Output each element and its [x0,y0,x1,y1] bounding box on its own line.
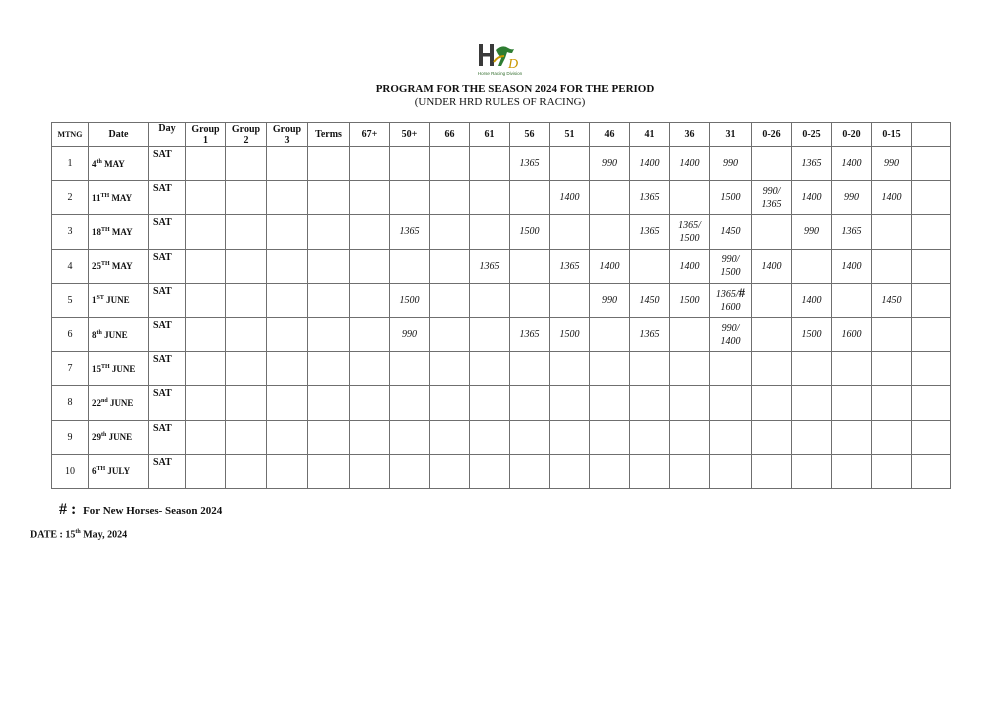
rating-cell [308,249,350,283]
rating-cell: 1365 [550,249,590,283]
weekday: SAT [149,317,186,351]
rating-cell [226,181,267,215]
rating-cell [752,215,792,249]
rating-cell [308,420,350,454]
date-ordinal: TH [96,466,106,473]
footnote-text: For New Horses- Season 2024 [83,505,223,517]
rating-cell: 990/ 1400 [710,317,752,351]
rating-cell [430,181,470,215]
page-title: PROGRAM FOR THE SEASON 2024 FOR THE PERIOD [375,83,655,95]
rating-cell [267,352,308,386]
rating-cell [670,454,710,488]
rating-cell [267,386,308,420]
date-ordinal: nd [101,397,108,404]
rating-cell [267,454,308,488]
meeting-number: 9 [52,420,89,454]
date-month: MAY [111,192,133,203]
meeting-number: 1 [52,147,89,181]
rating-cell [470,352,510,386]
rating-cell [630,420,670,454]
rating-cell: 1500 [550,317,590,351]
weekday: SAT [149,454,186,488]
date-month: MAY [111,226,133,237]
weekday: SAT [149,215,186,249]
rating-cell [186,147,226,181]
column-header: Group 1 [186,123,226,147]
rating-cell [590,420,630,454]
column-header [912,123,951,147]
rating-cell [390,249,430,283]
date-day: 15 [92,363,101,374]
date-day: 18 [92,226,101,237]
race-program-table [51,122,951,489]
column-header: 66 [430,123,470,147]
rating-cell: 1600 [832,317,872,351]
date-ordinal: TH [100,192,110,199]
rating-cell: 1365 [390,215,430,249]
rating-cell [792,386,832,420]
weekday: SAT [149,386,186,420]
rating-cell: 1400 [832,249,872,283]
rating-cell [267,249,308,283]
table-row [52,249,951,283]
rating-cell [390,147,430,181]
date-day: 1 [92,295,97,306]
rating-cell [226,420,267,454]
svg-text:D: D [508,57,519,72]
column-header: 0-25 [792,123,832,147]
rating-cell [912,454,951,488]
rating-cell [670,420,710,454]
meeting-date [89,454,149,488]
rating-cell [430,249,470,283]
rating-cell: 1400 [670,249,710,283]
rating-cell: 1365 [832,215,872,249]
rating-cell: 1500 [390,283,430,317]
rating-cell [186,283,226,317]
weekday: SAT [149,420,186,454]
rating-cell [267,317,308,351]
rating-cell: 990 [590,147,630,181]
rating-cell [186,215,226,249]
table-row [52,352,951,386]
rating-cell [390,454,430,488]
rating-cell: 1365 [630,181,670,215]
rating-cell [267,283,308,317]
rating-cell [590,317,630,351]
rating-cell [350,386,390,420]
rating-cell: 1365 [630,317,670,351]
rating-cell: 1400 [792,181,832,215]
rating-cell [308,454,350,488]
rating-cell: 990 [872,147,912,181]
weekday: SAT [149,147,186,181]
rating-cell [912,283,951,317]
horse-logo-icon [468,40,532,72]
rating-cell [510,454,550,488]
table-row [52,215,951,249]
rating-cell [390,181,430,215]
rating-cell [226,249,267,283]
rating-cell [832,420,872,454]
rating-cell [872,454,912,488]
date-ordinal: ST [96,295,104,302]
date-month: JUNE [111,363,136,374]
rating-cell [226,147,267,181]
rating-cell [308,317,350,351]
rating-cell [912,352,951,386]
date-ordinal: TH [101,226,110,233]
column-header: Day [149,123,186,147]
rating-cell [430,420,470,454]
meeting-number: 10 [52,454,89,488]
rating-cell [872,249,912,283]
rating-cell: 990 [710,147,752,181]
rating-cell [630,249,670,283]
rating-cell [752,420,792,454]
date-day: 4 [92,158,97,169]
rating-cell [630,386,670,420]
rating-cell [510,420,550,454]
rating-cell [226,283,267,317]
rating-cell [186,317,226,351]
rating-cell [752,317,792,351]
document-date [30,529,127,540]
date-day: 6 [92,466,97,477]
meeting-date [89,249,149,283]
rating-cell [308,352,350,386]
table-row [52,454,951,488]
rating-cell [308,147,350,181]
rating-cell [872,420,912,454]
rating-cell [430,352,470,386]
rating-cell [350,215,390,249]
rating-cell [350,352,390,386]
rating-cell [510,386,550,420]
weekday: SAT [149,352,186,386]
rating-cell [872,386,912,420]
rating-cell: 1365 [510,317,550,351]
rating-cell [550,454,590,488]
rating-cell [752,147,792,181]
rating-cell: 1365 [470,249,510,283]
column-header: Date [89,123,149,147]
meeting-number: 8 [52,386,89,420]
rating-cell [470,420,510,454]
weekday: SAT [149,249,186,283]
rating-cell [670,317,710,351]
rating-cell: 990 [390,317,430,351]
rating-cell [470,215,510,249]
column-header: 46 [590,123,630,147]
column-header: 0-20 [832,123,872,147]
rating-cell [710,420,752,454]
hrd-logo [468,40,532,78]
logo-caption: Horse Racing Division [477,71,523,76]
rating-cell [550,352,590,386]
meeting-date [89,147,149,181]
rating-cell [912,215,951,249]
rating-cell [510,249,550,283]
rating-cell: 990 [792,215,832,249]
rating-cell [710,352,752,386]
rating-cell [350,420,390,454]
rating-cell [752,352,792,386]
rating-cell: 1365/ 1500 [670,215,710,249]
column-header: 56 [510,123,550,147]
rating-cell [912,317,951,351]
rating-cell: 1500 [510,215,550,249]
rating-cell [350,147,390,181]
column-header: 61 [470,123,510,147]
rating-cell [550,420,590,454]
rating-cell: 1500 [792,317,832,351]
rating-cell [186,181,226,215]
rating-cell: 1365/# 1600 [710,283,752,317]
weekday: SAT [149,181,186,215]
column-header: 67+ [350,123,390,147]
rating-cell [308,181,350,215]
rating-cell [590,215,630,249]
rating-cell [350,181,390,215]
rating-cell [550,283,590,317]
date-day: 8 [92,329,97,340]
rating-cell [430,147,470,181]
table-row [52,317,951,351]
rating-cell [752,454,792,488]
column-header: 41 [630,123,670,147]
rating-cell [470,386,510,420]
rating-cell [390,420,430,454]
meeting-number: 2 [52,181,89,215]
rating-cell: 1400 [792,283,832,317]
rating-cell: 990/ 1365 [752,181,792,215]
rating-cell [308,386,350,420]
rating-cell [872,215,912,249]
rating-cell [430,454,470,488]
date-day: 11 [92,192,101,203]
meeting-number: 6 [52,317,89,351]
rating-cell [350,249,390,283]
rating-cell: 990/ 1500 [710,249,752,283]
column-header: Group 2 [226,123,267,147]
rating-cell [510,352,550,386]
date-month: JUNE [108,432,133,443]
rating-cell [470,147,510,181]
rating-cell [710,386,752,420]
rating-cell [186,352,226,386]
rating-cell [267,215,308,249]
rating-cell [267,420,308,454]
rating-cell [590,386,630,420]
rating-cell [470,283,510,317]
table-row [52,147,951,181]
rating-cell [670,352,710,386]
date-month: JUNE [109,397,134,408]
rating-cell: 1400 [590,249,630,283]
rating-cell [350,317,390,351]
table-row [52,283,951,317]
rating-cell [832,454,872,488]
meeting-date [89,420,149,454]
date-ordinal: th [101,432,107,439]
date-suffix: th [75,529,81,535]
rating-cell [832,352,872,386]
rating-cell: 1450 [630,283,670,317]
rating-cell [590,454,630,488]
date-rest: May, 2024 [80,529,128,541]
column-header: 50+ [390,123,430,147]
rating-cell: 1500 [670,283,710,317]
date-ordinal: th [96,158,102,165]
rating-cell: 1400 [832,147,872,181]
rating-cell [226,454,267,488]
date-month: JULY [107,466,131,477]
meeting-number: 7 [52,352,89,386]
rating-cell [792,420,832,454]
rating-cell [430,215,470,249]
rating-cell [630,352,670,386]
rating-cell: 1500 [710,181,752,215]
rating-cell [267,147,308,181]
rating-cell [590,352,630,386]
meeting-number: 4 [52,249,89,283]
rating-cell [550,215,590,249]
rating-cell [550,147,590,181]
date-month: MAY [111,261,133,272]
meeting-date [89,317,149,351]
date-day: 29 [92,432,101,443]
rating-cell [872,352,912,386]
rating-cell [308,283,350,317]
meeting-number: 3 [52,215,89,249]
rating-cell [832,283,872,317]
rating-cell: 1365 [510,147,550,181]
rating-cell [792,454,832,488]
footnote-symbol: # : [59,501,77,518]
rating-cell [390,352,430,386]
rating-cell [186,420,226,454]
rating-cell: 1400 [630,147,670,181]
rating-cell [912,420,951,454]
date-month: MAY [104,158,125,169]
rating-cell [912,181,951,215]
weekday: SAT [149,283,186,317]
rating-cell [470,181,510,215]
rating-cell [670,386,710,420]
meeting-date [89,181,149,215]
date-day: 25 [92,261,101,272]
meeting-date [89,386,149,420]
rating-cell: 1400 [550,181,590,215]
table-header-row [52,123,951,147]
column-header: 51 [550,123,590,147]
column-header: 0-15 [872,123,912,147]
rating-cell [510,283,550,317]
table-row [52,420,951,454]
rating-cell: 1450 [710,215,752,249]
rating-cell: 990 [590,283,630,317]
rating-cell [226,386,267,420]
date-month: JUNE [104,329,128,340]
rating-cell [226,352,267,386]
rating-cell: 1400 [752,249,792,283]
rating-cell [470,317,510,351]
table-row [52,181,951,215]
page-subtitle: (UNDER HRD RULES OF RACING) [414,96,586,108]
rating-cell: 1365 [792,147,832,181]
rating-cell: 1365 [630,215,670,249]
rating-cell [226,317,267,351]
rating-cell [510,181,550,215]
rating-cell [912,386,951,420]
footnote [59,501,222,519]
column-header: 36 [670,123,710,147]
rating-cell [710,454,752,488]
rating-cell [550,386,590,420]
rating-cell [792,352,832,386]
rating-cell [752,386,792,420]
meeting-date [89,215,149,249]
rating-cell [470,454,510,488]
meeting-number: 5 [52,283,89,317]
meeting-date [89,352,149,386]
date-month: JUNE [106,295,130,306]
rating-cell [308,215,350,249]
rating-cell [912,147,951,181]
column-header: MTNG [52,123,89,147]
rating-cell [186,386,226,420]
rating-cell [350,283,390,317]
rating-cell: 1400 [670,147,710,181]
rating-cell [752,283,792,317]
date-day: 22 [92,397,101,408]
rating-cell [226,215,267,249]
rating-cell [430,317,470,351]
date-ordinal: TH [101,261,110,268]
rating-cell [350,454,390,488]
rating-cell [630,454,670,488]
meeting-date [89,283,149,317]
rating-cell [792,249,832,283]
rating-cell [390,386,430,420]
rating-cell [430,386,470,420]
rating-cell [872,317,912,351]
rating-cell: 1450 [872,283,912,317]
rating-cell [912,249,951,283]
table-row [52,386,951,420]
date-ordinal: th [96,329,102,336]
date-label: DATE : 15 [30,529,76,541]
column-header: Terms [308,123,350,147]
rating-cell [670,181,710,215]
rating-cell: 1400 [872,181,912,215]
rating-cell: 990 [832,181,872,215]
date-ordinal: TH [101,363,110,370]
rating-cell [186,454,226,488]
column-header: Group 3 [267,123,308,147]
column-header: 31 [710,123,752,147]
rating-cell [267,181,308,215]
rating-cell [186,249,226,283]
rating-cell [430,283,470,317]
rating-cell [590,181,630,215]
column-header: 0-26 [752,123,792,147]
rating-cell [832,386,872,420]
